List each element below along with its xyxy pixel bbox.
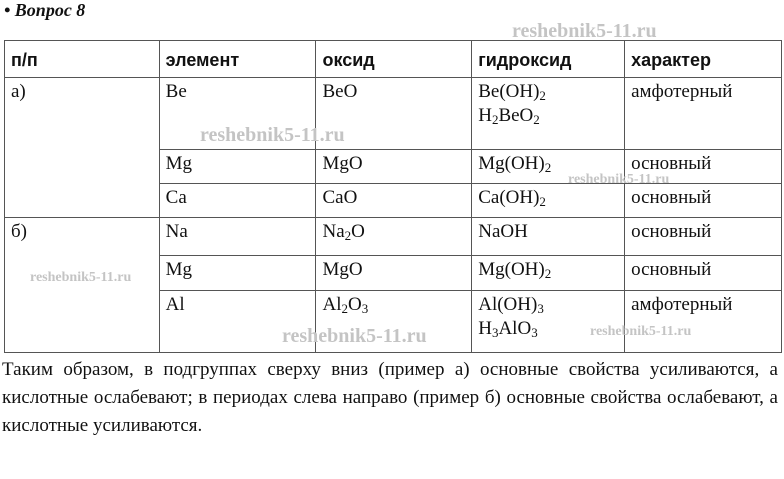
element-cell: Na [159,218,316,256]
group-label: а) [5,78,160,218]
hydroxide-cell: $Mg(OH)_2$ [472,150,625,184]
header-element: элемент [159,41,316,78]
header-number: п/п [5,41,160,78]
character-cell: основный [625,150,782,184]
watermark: reshebnik5-11.ru [512,20,657,42]
watermark: reshebnik5-11.ru [200,124,345,146]
element-cell: Al [159,291,316,353]
elements-table [4,40,782,353]
oxide-cell: $Al_2O_3$ [316,291,472,353]
hydroxide-cell: $Mg(OH)_2$ [472,256,625,291]
character-cell: амфотерный [625,291,782,353]
element-cell: Mg [159,256,316,291]
hydroxide-cell: $Ca(OH)_2$ [472,184,625,218]
hydroxide-cell: NaOH [472,218,625,256]
header-hydroxide: гидроксид [472,41,625,78]
element-cell: Ca [159,184,316,218]
watermark: reshebnik5-11.ru [282,325,427,347]
element-cell: Mg [159,150,316,184]
character-cell: основный [625,218,782,256]
character-cell: амфотерный [625,78,782,150]
oxide-cell: MgO [316,256,472,291]
character-cell: основный [625,256,782,291]
table-row [5,78,782,150]
oxide-cell: $Na_2O$ [316,218,472,256]
table-header-row [5,41,782,78]
hydroxide-cell: $Al(OH)_3$ $H_3AlO_3$ [472,291,625,353]
hydroxide-cell: $Be(OH)_2$ $H_2BeO_2$ [472,78,625,150]
question-heading: • Вопрос 8 [4,0,86,20]
conclusion-paragraph: Таким образом, в подгруппах сверху вниз (пример а) основные свойства усиливаются, а кислотные ослабевают; в периодах слева направо (пример б) основные свойства ослабевают, а кислотные усиливаются. [2,359,778,436]
oxide-cell: CaO [316,184,472,218]
watermark: reshebnik5-11.ru [590,324,692,339]
element-cell: Be [159,78,316,150]
character-cell: основный [625,184,782,218]
watermark: reshebnik5-11.ru [568,172,670,187]
oxide-cell: MgO [316,150,472,184]
group-label: б) [5,218,160,353]
header-character: характер [625,41,782,78]
oxide-cell: BeO [316,78,472,150]
watermark: reshebnik5-11.ru [30,270,132,285]
table-row [5,218,782,256]
header-oxide: оксид [316,41,472,78]
